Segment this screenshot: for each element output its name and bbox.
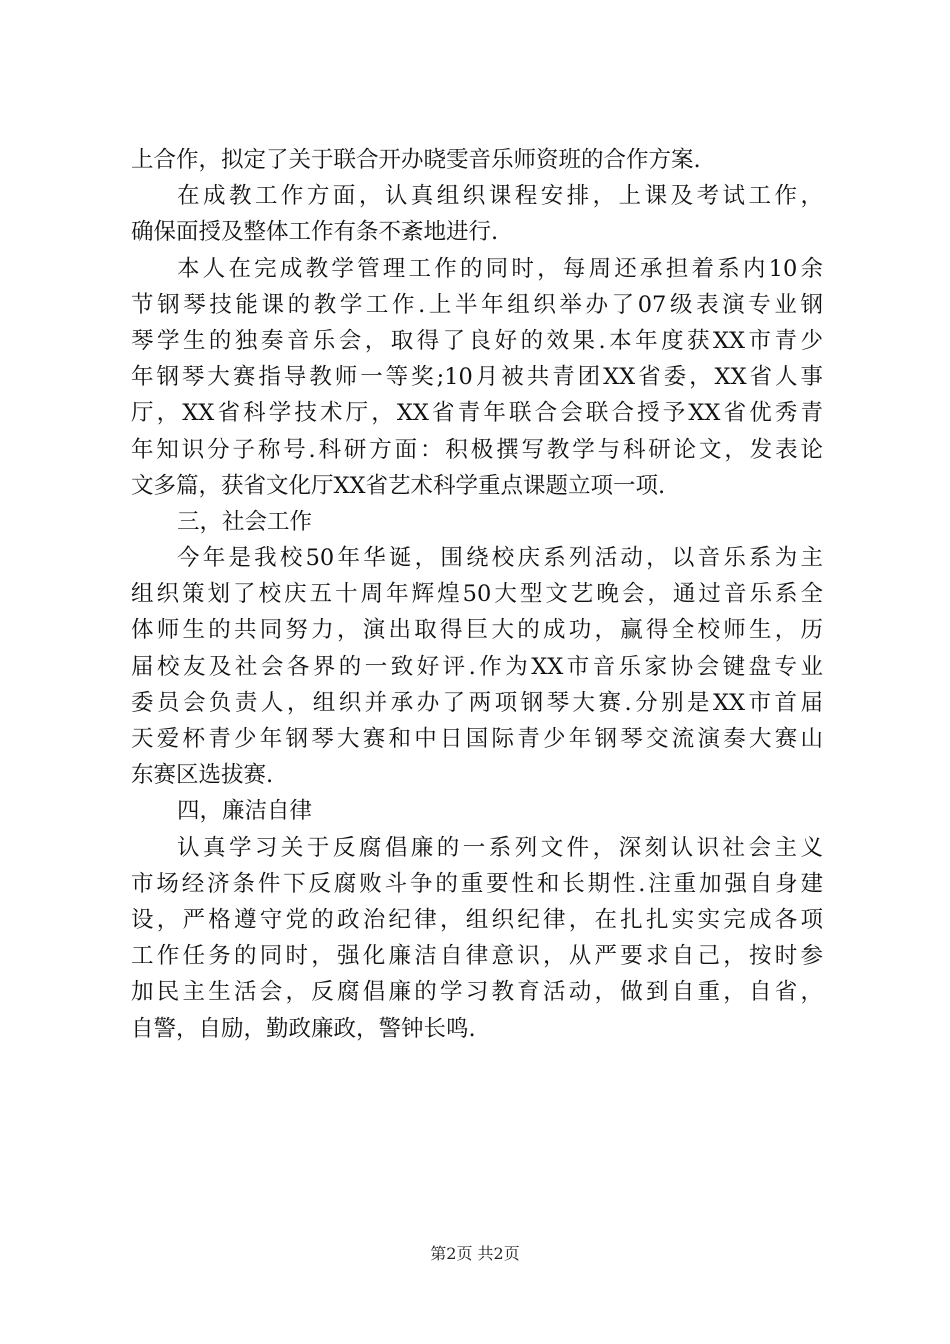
- text-line: 琴学生的独奏音乐会，取得了良好的效果.本年度获XX市青少: [131, 327, 823, 354]
- section-heading: 三，社会工作: [177, 508, 313, 535]
- text-line: 天爱杯青少年钢琴大赛和中日国际青少年钢琴交流演奏大赛山: [131, 726, 823, 752]
- text-line: 设，严格遵守党的政治纪律，组织纪律，在扎扎实实完成各项: [131, 906, 823, 933]
- text-line: 厅，XX省科学技术厅，XX省青年联合会联合授予XX省优秀青: [131, 400, 823, 427]
- document-body: [131, 142, 823, 1047]
- text-line: 节钢琴技能课的教学工作.上半年组织举办了07级表演专业钢: [131, 291, 823, 318]
- text-line: 年知识分子称号.科研方面：积极撰写教学与科研论文，发表论: [131, 436, 823, 463]
- text-line: 委员会负责人，组织并承办了两项钢琴大赛.分别是XX市首届: [131, 689, 823, 716]
- text-line: 加民主生活会，反腐倡廉的学习教育活动，做到自重，自省，: [131, 979, 823, 1006]
- section-heading: 四，廉洁自律: [177, 798, 313, 825]
- text-line: 市场经济条件下反腐败斗争的重要性和长期性.注重加强自身建: [131, 870, 823, 897]
- text-line: 体师生的共同努力，演出取得巨大的成功，赢得全校师生，历: [131, 617, 823, 644]
- text-line: 组织策划了校庆五十周年辉煌50大型文艺晚会，通过音乐系全: [131, 581, 823, 608]
- text-line: 自警，自励，勤政廉政，警钟长鸣.: [131, 1015, 476, 1042]
- text-line: 上合作，拟定了关于联合开办晓雯音乐师资班的合作方案.: [131, 147, 701, 173]
- text-line: 届校友及社会各界的一致好评.作为XX市音乐家协会键盘专业: [131, 653, 823, 680]
- text-line: 本人在完成教学管理工作的同时，每周还承担着系内10余: [177, 255, 823, 282]
- text-line: 东赛区选拔赛.: [131, 762, 274, 789]
- text-line: 认真学习关于反腐倡廉的一系列文件，深刻认识社会主义: [177, 834, 823, 861]
- text-line: 工作任务的同时，强化廉洁自律意识，从严要求自己，按时参: [131, 943, 823, 970]
- text-line: 文多篇，获省文化厅XX省艺术科学重点课题立项一项.: [131, 472, 666, 499]
- text-line: 今年是我校50年华诞，围绕校庆系列活动，以音乐系为主: [177, 545, 823, 572]
- text-line: 年钢琴大赛指导教师一等奖;10月被共青团XX省委，XX省人事: [131, 364, 823, 391]
- text-line: 在成教工作方面，认真组织课程安排，上课及考试工作，: [177, 183, 823, 210]
- text-line: 确保面授及整体工作有条不紊地进行.: [131, 219, 499, 246]
- page-footer: 第2页 共2页: [430, 1244, 520, 1263]
